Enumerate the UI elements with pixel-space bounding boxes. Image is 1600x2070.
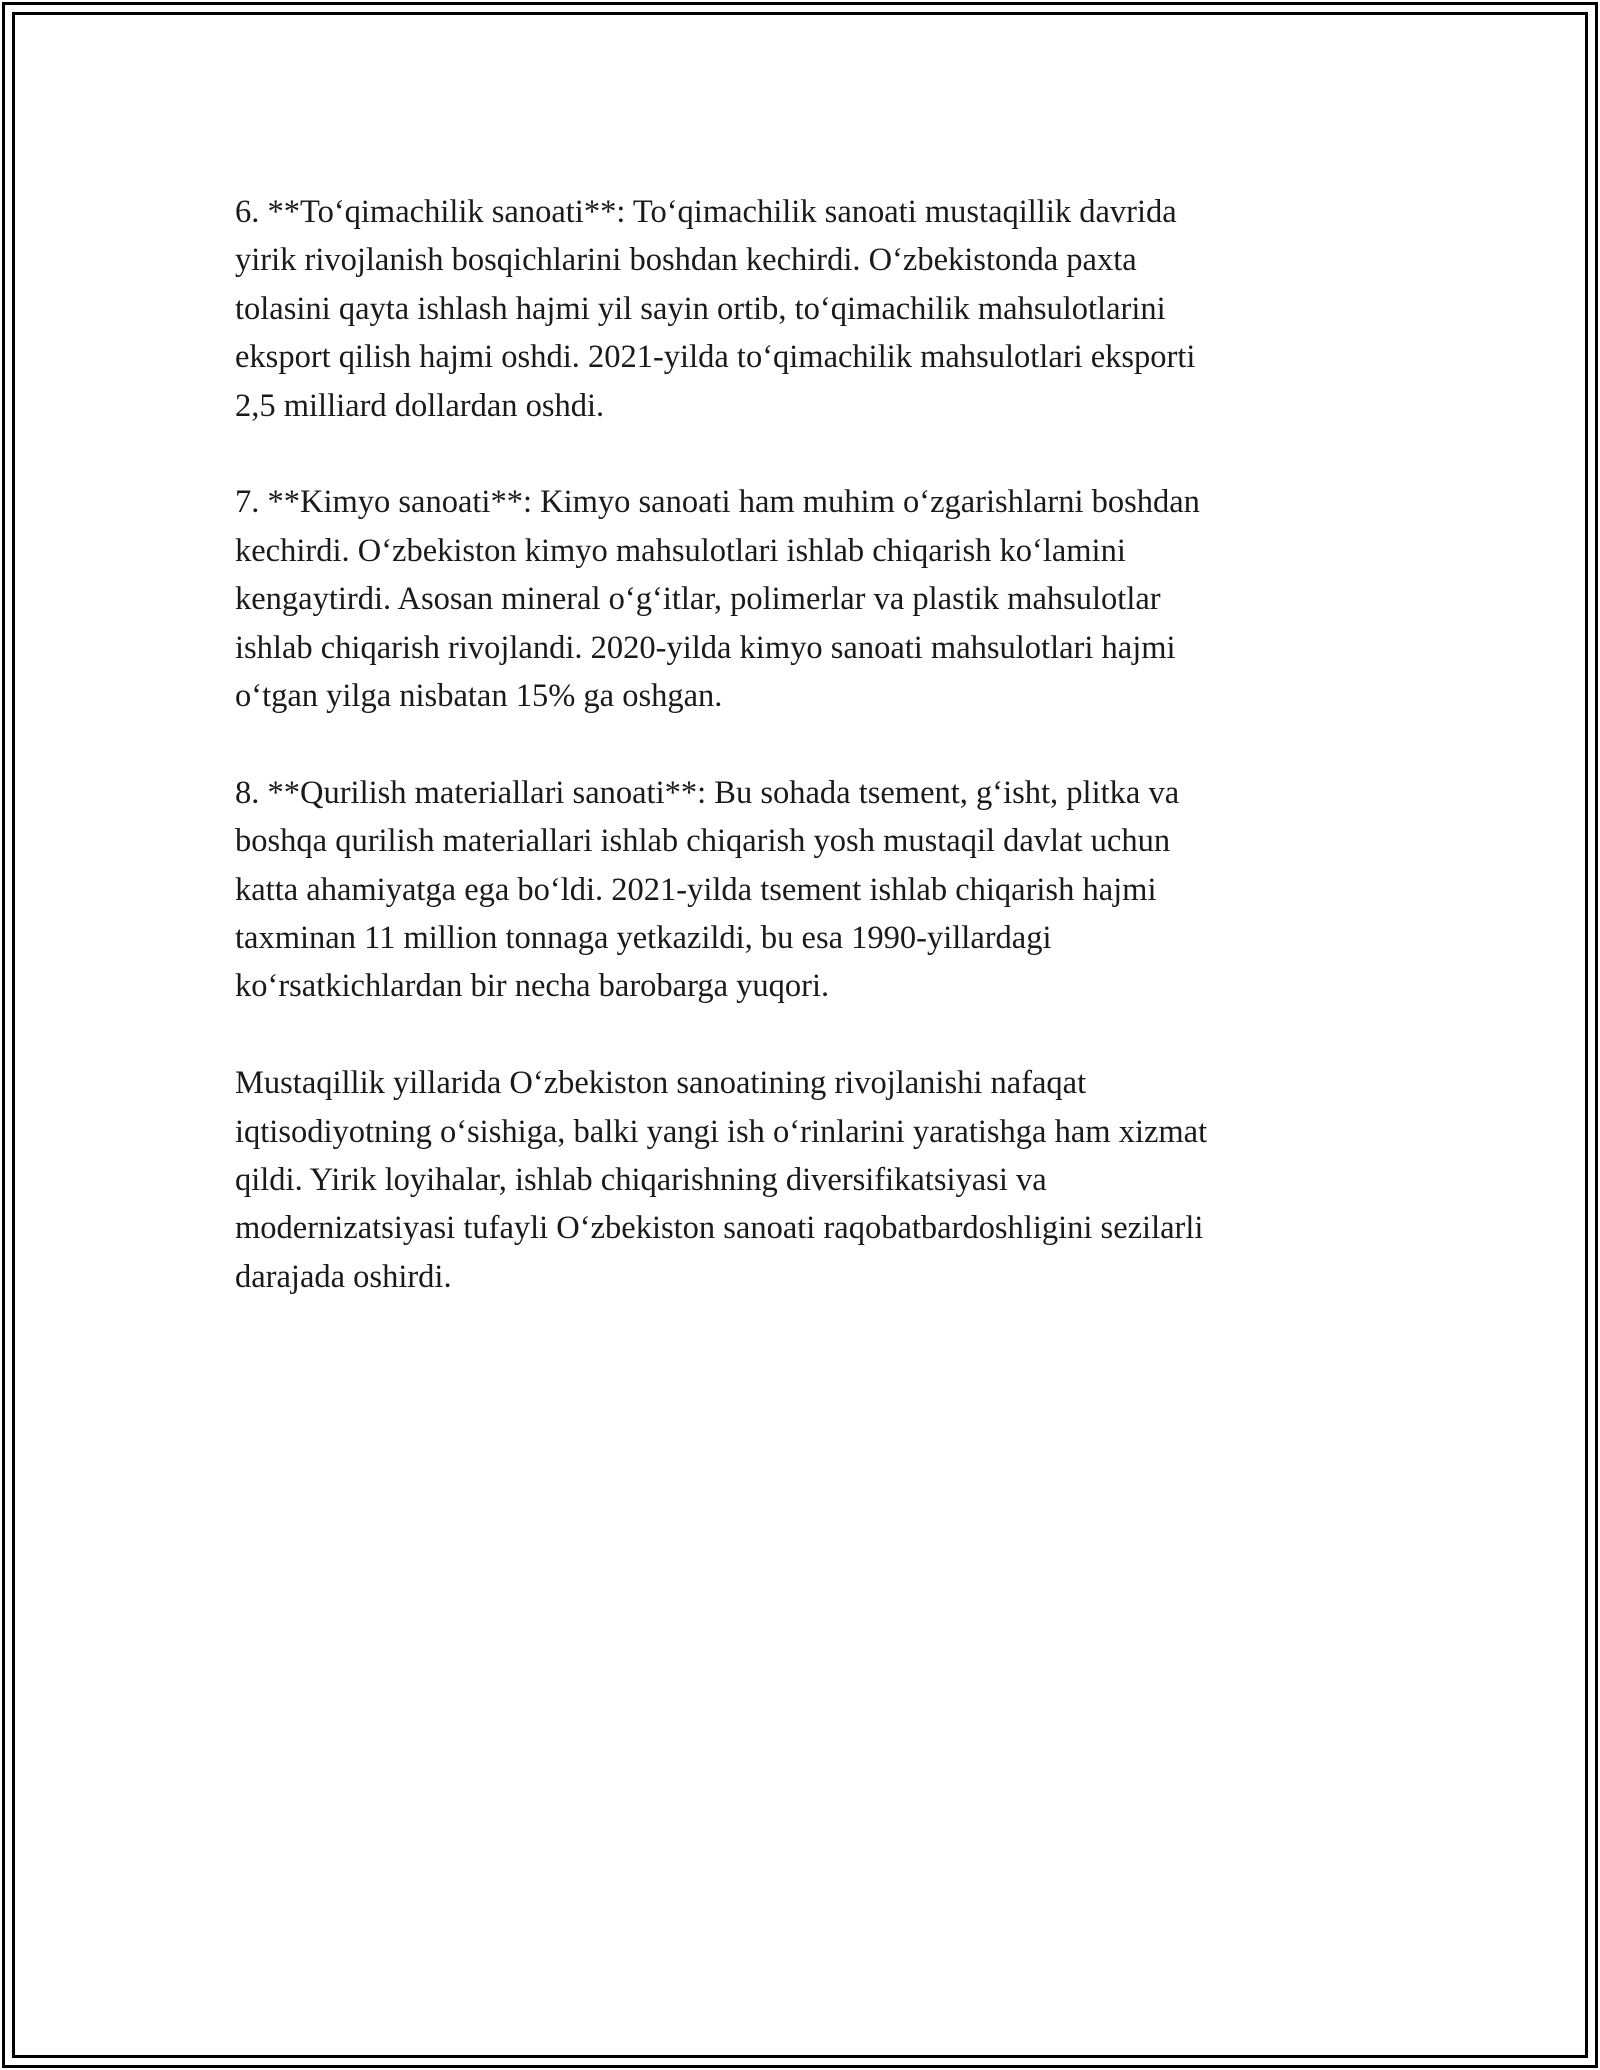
paragraph-textile-industry	[235, 188, 1365, 430]
text-line: modernizatsiyasi tufayli O‘zbekiston sanoati raqobatbardoshligini sezilarli	[235, 1210, 1204, 1247]
text-line: ishlab chiqarish rivojlandi. 2020-yilda kimyo sanoati mahsulotlari hajmi	[235, 629, 1176, 666]
text-line: katta ahamiyatga ega bo‘ldi. 2021-yilda tsement ishlab chiqarish hajmi	[235, 871, 1157, 908]
text-line: tolasini qayta ishlash hajmi yil sayin ortib, to‘qimachilik mahsulotlarini	[235, 290, 1166, 327]
text-line: 7. **Kimyo sanoati**: Kimyo sanoati ham muhim o‘zgarishlarni boshdan	[235, 484, 1200, 521]
text-line: Mustaqillik yillarida O‘zbekiston sanoatining rivojlanishi nafaqat	[235, 1065, 1087, 1102]
paragraph-chemical-industry	[235, 478, 1365, 720]
text-line: o‘tgan yilga nisbatan 15% ga oshgan.	[235, 678, 723, 715]
text-line: boshqa qurilish materiallari ishlab chiqarish yosh mustaqil davlat uchun	[235, 823, 1171, 860]
text-line: qildi. Yirik loyihalar, ishlab chiqarishning diversifikatsiyasi va	[235, 1162, 1047, 1199]
text-line: 8. **Qurilish materiallari sanoati**: Bu sohada tsement, g‘isht, plitka va	[235, 774, 1180, 811]
text-line: darajada oshirdi.	[235, 1258, 452, 1295]
document-body	[235, 188, 1365, 1350]
text-line: taxminan 11 million tonnaga yetkazildi, bu esa 1990-yillardagi	[235, 920, 1052, 957]
text-line: ko‘rsatkichlardan bir necha barobarga yuqori.	[235, 968, 830, 1005]
text-line: 2,5 milliard dollardan oshdi.	[235, 387, 605, 424]
paragraph-construction-materials	[235, 769, 1365, 1011]
text-line: yirik rivojlanish bosqichlarini boshdan kechirdi. O‘zbekistonda paxta	[235, 242, 1137, 279]
text-line: 6. **To‘qimachilik sanoati**: To‘qimachilik sanoati mustaqillik davrida	[235, 194, 1177, 230]
text-line: kechirdi. O‘zbekiston kimyo mahsulotlari ishlab chiqarish ko‘lamini	[235, 532, 1126, 569]
text-line: eksport qilish hajmi oshdi. 2021-yilda to‘qimachilik mahsulotlari eksporti	[235, 339, 1196, 376]
paragraph-conclusion	[235, 1059, 1365, 1301]
text-line: kengaytirdi. Asosan mineral o‘g‘itlar, polimerlar va plastik mahsulotlar	[235, 581, 1161, 618]
text-line: iqtisodiyotning o‘sishiga, balki yangi ish o‘rinlarini yaratishga ham xizmat	[235, 1113, 1208, 1150]
